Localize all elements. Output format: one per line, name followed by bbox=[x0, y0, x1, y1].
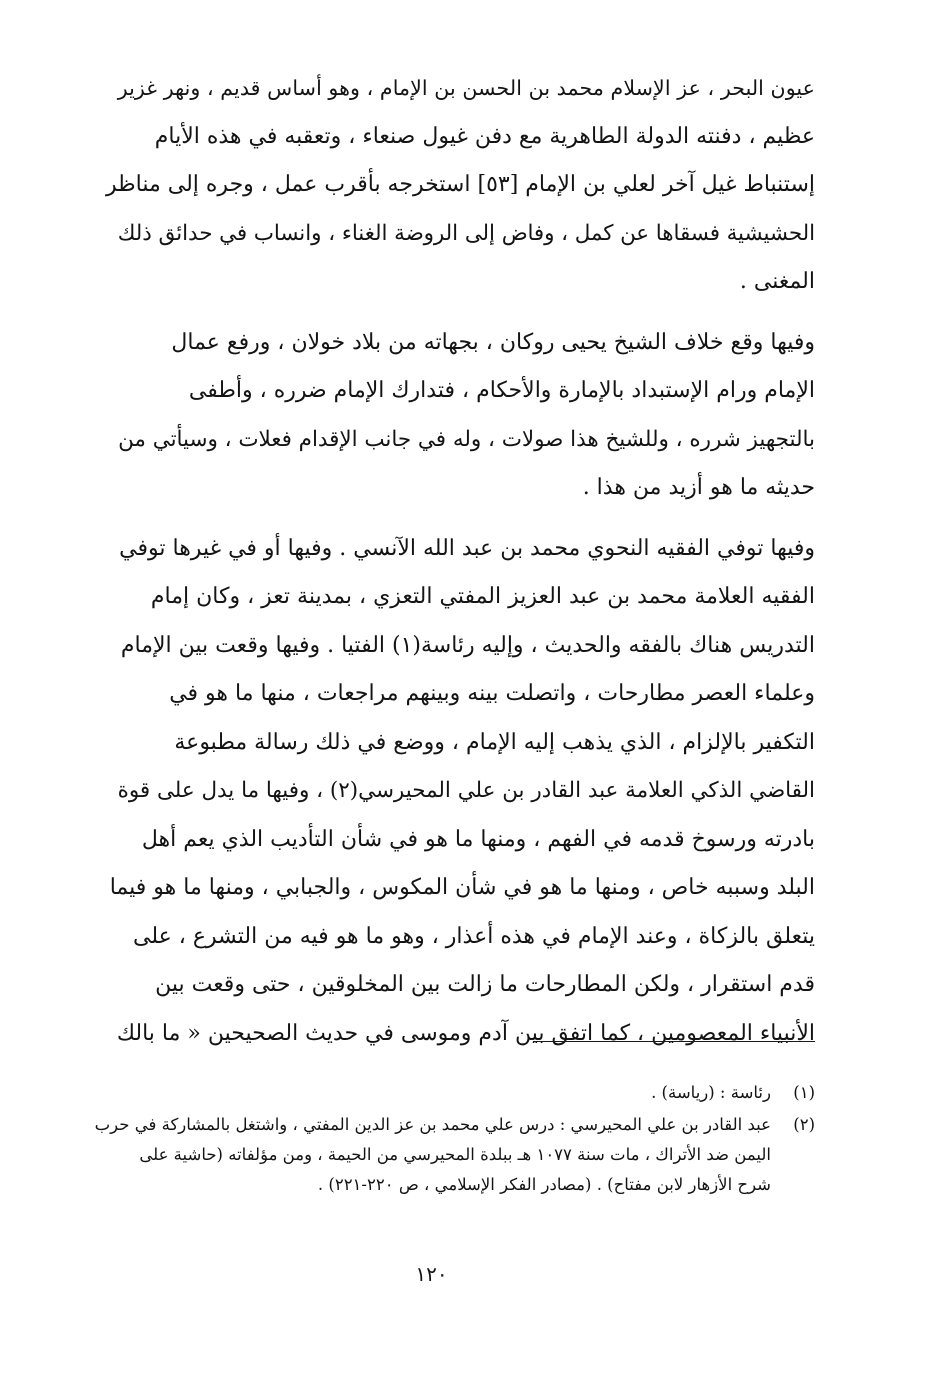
text-line: بادرته ورسوخ قدمه في الفهم ، ومنها ما هو في شأن التأديب الذي يعم أهل bbox=[141, 826, 815, 852]
footnote-line: رئاسة : (رياسة) . bbox=[651, 1083, 771, 1102]
main-text bbox=[103, 64, 815, 1058]
text-line: البلد وسببه خاص ، ومنها ما هو في شأن المكوس ، والجبابي ، ومنها ما هو فيما bbox=[109, 875, 815, 900]
text-line: عيون البحر ، عز الإسلام محمد بن الحسن بن الإمام ، وهو أساس قديم ، ونهر غزير bbox=[117, 76, 815, 100]
text-line: إستنباط غيل آخر لعلي بن الإمام [٥٣] استخرجه بأقرب عمل ، وجره إلى مناظر bbox=[105, 172, 815, 197]
text-line: يتعلق بالزكاة ، وعند الإمام في هذه أعذار ، وهو ما هو فيه من التشرع ، على bbox=[133, 923, 815, 949]
footnote-separator bbox=[533, 1041, 815, 1042]
text-line: عظيم ، دفنته الدولة الطاهرية مع دفن غيول صنعاء ، وتعقبه في هذه الأيام bbox=[154, 123, 815, 149]
text-line: القاضي الذكي العلامة عبد القادر بن علي المحيرسي(٢) ، وفيها ما يدل على قوة bbox=[117, 778, 815, 803]
text-line: الفقيه العلامة محمد بن عبد العزيز المفتي التعزي ، بمدينة تعز ، وكان إمام bbox=[150, 584, 815, 609]
text-line: وفيها وقع خلاف الشيخ يحيى روكان ، بجهاته من بلاد خولان ، ورفع عمال bbox=[171, 329, 815, 355]
text-line: التكفير بالإلزام ، الذي يذهب إليه الإمام ، ووضع في ذلك رسالة مطبوعة bbox=[174, 729, 815, 755]
text-line: الأنبياء المعصومين ، كما اتفق بين آدم وموسى في حديث الصحيحين « ما بالك bbox=[116, 1020, 815, 1046]
paragraph-1 bbox=[103, 64, 815, 307]
footnotes bbox=[94, 1078, 815, 1200]
footnote-line: اليمن ضد الأتراك ، مات سنة ١٠٧٧ هـ ببلدة المحيرسي من الحيمة ، ومن مؤلفاته (حاشية على bbox=[139, 1145, 771, 1164]
text-line: وعلماء العصر مطارحات ، واتصلت بينه وبينهم مراجعات ، منها ما هو في bbox=[169, 681, 815, 706]
paragraph-2 bbox=[103, 319, 815, 513]
footnote-2 bbox=[94, 1110, 815, 1200]
footnote-number: (٢) bbox=[793, 1115, 815, 1134]
footnote-text bbox=[103, 1078, 771, 1108]
page-number: ١٢٠ bbox=[415, 1262, 448, 1286]
text-line: الحشيشية فسقاها عن كمل ، وفاض إلى الروضة الغناء ، وانساب في حدائق ذلك bbox=[117, 220, 815, 246]
text-line: بالتجهيز شرره ، وللشيخ هذا صولات ، وله في جانب الإقدام فعلات ، وسيأتي من bbox=[118, 426, 815, 452]
paragraph-3 bbox=[103, 525, 815, 1059]
footnote-number: (١) bbox=[793, 1083, 815, 1102]
footnote-1 bbox=[103, 1078, 815, 1108]
footnote-text bbox=[95, 1110, 771, 1200]
text-line: قدم استقرار ، ولكن المطارحات ما زالت بين المخلوقين ، حتى وقعت بين bbox=[155, 972, 815, 997]
text-line: التدريس هناك بالفقه والحديث ، وإليه رئاسة(١) الفتيا . وفيها وقعت بين الإمام bbox=[120, 632, 815, 658]
text-line: المغنى . bbox=[739, 269, 815, 294]
text-line: وفيها توفي الفقيه النحوي محمد بن عبد الله الآنسي . وفيها أو في غيرها توفي bbox=[119, 535, 815, 561]
text-line: حديثه ما هو أزيد من هذا . bbox=[582, 475, 815, 500]
text-line: الإمام ورام الإستبداد بالإمارة والأحكام ، فتدارك الإمام ضرره ، وأطفى bbox=[188, 378, 815, 403]
footnote-line: شرح الأزهار لابن مفتاح) . (مصادر الفكر الإسلامي ، ص ٢٢٠-٢٢١) . bbox=[317, 1175, 771, 1194]
footnote-line: عبد القادر بن علي المحيرسي : درس علي محمد بن عز الدين المفتي ، واشتغل بالمشاركة في حرب bbox=[94, 1115, 771, 1134]
